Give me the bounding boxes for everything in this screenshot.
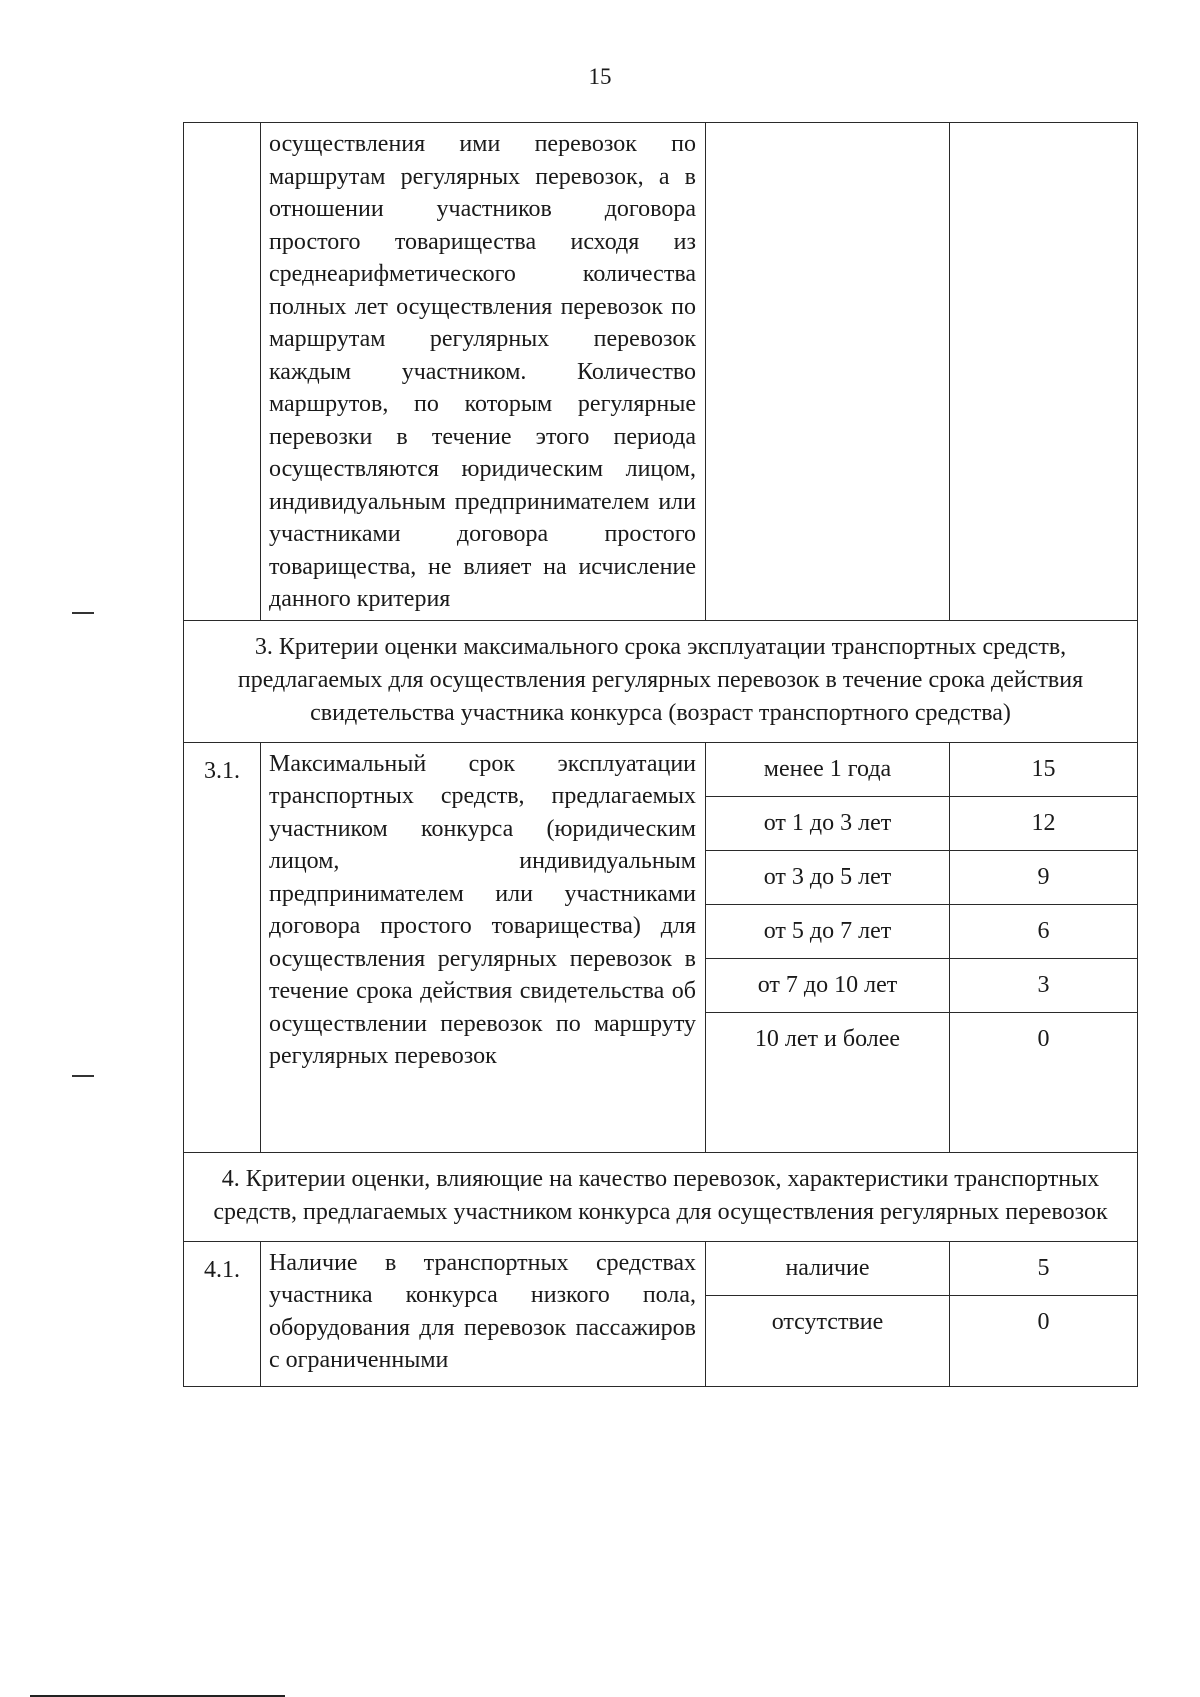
cell-text-3-1: Максимальный срок эксплуатации транспортных средств, предлагаемых участником конкурса (юридическим лицом, индивидуальным предпринимателем или участниками договора простого товарищества) для осуществления регулярных перевозок в течение срока действия свидетельства об осуществлении перевозок по маршруту регулярных перевозок — [261, 742, 706, 1152]
page-number: 15 — [588, 64, 612, 89]
section-4-heading: 4. Критерии оценки, влияющие на качество перевозок, характеристики транспортных средств, предлагаемых участником конкурса для осуществления регулярных перевозок — [184, 1152, 1138, 1241]
cell-number-empty — [184, 123, 261, 621]
cell-text-4-1: Наличие в транспортных средствах участника конкурса низкого пола, оборудования для перевозок пассажиров с ограниченными — [261, 1241, 706, 1386]
cell-number-4-1: 4.1. — [184, 1241, 261, 1386]
score-value: 15 — [950, 743, 1137, 797]
scan-mark — [72, 1075, 94, 1077]
value-option: менее 1 года — [706, 743, 949, 797]
table-row-4-1 — [184, 1241, 1138, 1386]
score-value: 5 — [950, 1242, 1137, 1296]
value-option: от 7 до 10 лет — [706, 958, 949, 1012]
cell-scores-4-1 — [950, 1241, 1138, 1386]
score-value: 9 — [950, 850, 1137, 904]
cell-continuation-text: осуществления ими перевозок по маршрутам регулярных перевозок, а в отношении участников договора простого товарищества исходя из среднеарифметического количества полных лет осуществления перевозок по маршрутам регулярных перевозок каждым участником. Количество маршрутов, по которым регулярные перевозки в течение этого периода осуществляются юридическим лицом, индивидуальным предпринимателем или участниками договора простого товарищества, не влияет на исчисление данного критерия — [261, 123, 706, 621]
cell-score-empty — [950, 123, 1138, 621]
scan-mark — [72, 612, 94, 614]
value-option: от 1 до 3 лет — [706, 796, 949, 850]
score-value: 12 — [950, 796, 1137, 850]
cell-number-3-1: 3.1. — [184, 742, 261, 1152]
cell-values-4-1 — [706, 1241, 950, 1386]
values-list-4-1 — [706, 1242, 949, 1386]
score-value: 0 — [1037, 1308, 1050, 1335]
value-option: от 3 до 5 лет — [706, 850, 949, 904]
values-list-3-1 — [706, 743, 949, 1152]
cell-scores-3-1 — [950, 742, 1138, 1152]
score-value: 3 — [950, 958, 1137, 1012]
score-value: 0 — [1037, 1025, 1050, 1052]
cell-values-3-1 — [706, 742, 950, 1152]
section-3-heading: 3. Критерии оценки максимального срока эксплуатации транспортных средств, предлагаемых для осуществления регулярных перевозок в течение срока действия свидетельства участника конкурса (возраст транспортного средства) — [184, 620, 1138, 742]
scores-list-3-1 — [950, 743, 1137, 1152]
value-option: от 5 до 7 лет — [706, 904, 949, 958]
value-option: 10 лет и более — [754, 1025, 901, 1052]
table-row-section-3 — [184, 620, 1138, 742]
criteria-table — [183, 122, 1138, 1387]
table-row-section-4 — [184, 1152, 1138, 1241]
cell-value-empty — [706, 123, 950, 621]
table-row-3-1 — [184, 742, 1138, 1152]
scores-list-4-1 — [950, 1242, 1137, 1386]
value-option: наличие — [706, 1242, 949, 1296]
value-option: отсутствие — [771, 1308, 884, 1335]
score-value: 6 — [950, 904, 1137, 958]
table-row-continuation — [184, 123, 1138, 621]
